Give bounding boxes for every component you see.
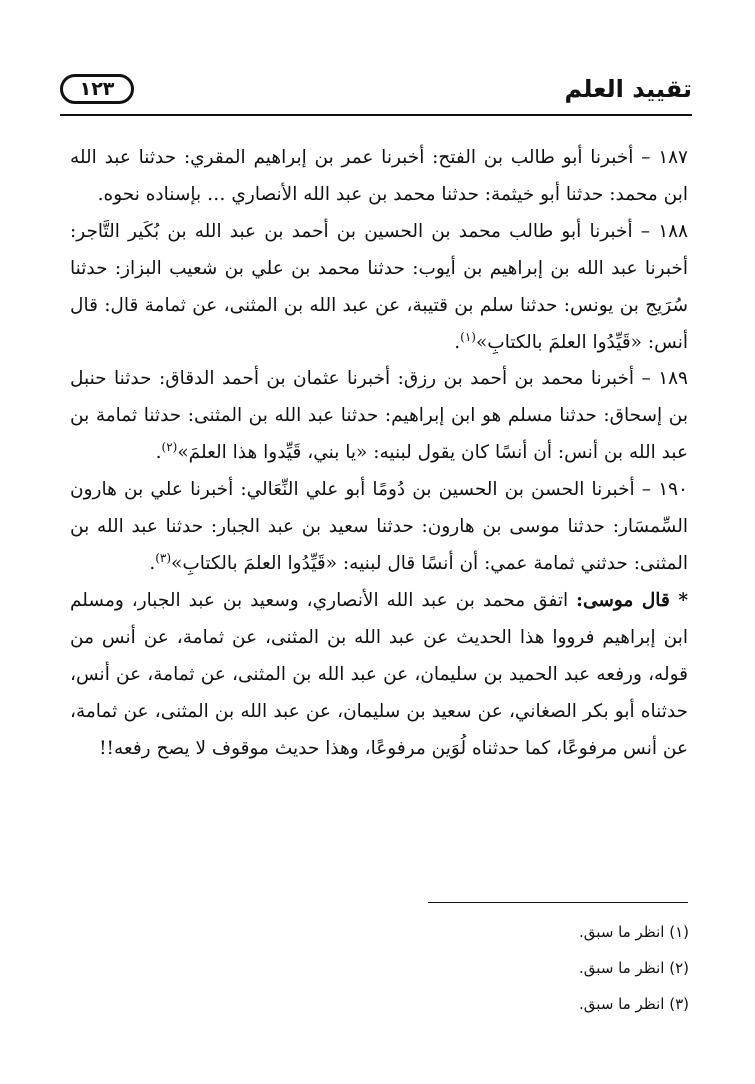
footnote-ref: (٢): [161, 440, 178, 455]
paragraph-tail: .: [454, 331, 461, 353]
paragraph-text: ١٨٧ – أخبرنا أبو طالب بن الفتح: أخبرنا عمر بن إبراهيم المقري: حدثنا عبد الله ابن محمد: حدثنا أبو خيثمة: حدثنا محمد بن عبد الله الأنصاري … بإسناده نحوه.: [70, 147, 688, 205]
paragraph-text: ١٨٩ – أخبرنا محمد بن أحمد بن رزق: أخبرنا عثمان بن أحمد الدقاق: حدثنا حنبل بن إسحاق: حدثنا مسلم هو ابن إبراهيم: حدثنا عبد الله بن المثنى: حدثنا ثمامة بن عبد الله بن أنس: أن أنسًا كان يقول لبنيه: «يا بني، قَيِّدوا هذا العلمَ»: [70, 368, 688, 464]
running-title: تقييد العلم: [564, 75, 692, 103]
paragraph-text: ١٩٠ – أخبرنا الحسن بن الحسين بن دُومًا أبو علي النِّعَالي: أخبرنا علي بن هارون السِّمسَار: حدثنا موسى بن هارون: حدثنا سعيد بن عبد الجبار: حدثنا عبد الله بن المثنى: حدثني ثمامة عمي: أن أنسًا قال لبنيه: «قَيِّدُوا العلمَ بالكتابِ»: [70, 479, 688, 574]
footnote-2: (٢) انظر ما سبق.: [579, 959, 689, 977]
header-rule: [60, 114, 692, 116]
paragraph-190: [70, 472, 688, 583]
note-lead: * قال موسى:: [576, 589, 688, 611]
paragraph-187: [70, 140, 688, 214]
footnotes: [389, 914, 689, 1022]
footnote-ref: (٣): [155, 550, 172, 565]
page-header: [60, 70, 692, 118]
footnote-1: (١) انظر ما سبق.: [579, 923, 689, 941]
paragraph-188: [70, 214, 688, 362]
paragraph-musa-note: [70, 583, 688, 768]
page-number: ١٢٣: [60, 74, 134, 104]
paragraph-text: اتفق محمد بن عبد الله الأنصاري، وسعيد بن عبد الجبار، ومسلم ابن إبراهيم فرووا هذا الحديث عن عبد الله بن المثنى، عن ثمامة، عن أنس من قوله، ورفعه عبد الحميد بن سليمان، عن عبد الله بن المثنى، عن ثمامة، عن أنس، حدثناه أبو بكر الصغاني، عن سعيد بن سليمان، عن عبد الله بن المثنى، عن ثمامة، عن أنس مرفوعًا، كما حدثناه لُوَين مرفوعًا، وهذا حديث موقوف لا يصح رفعه!!: [70, 589, 688, 759]
paragraph-189: [70, 361, 688, 472]
paragraph-tail: .: [155, 442, 162, 464]
footnote-3: (٣) انظر ما سبق.: [579, 995, 689, 1013]
paragraph-tail: .: [149, 552, 156, 574]
footnote-rule: [428, 902, 688, 903]
paragraph-text: ١٨٨ – أخبرنا أبو طالب محمد بن الحسين بن أحمد بن عبد الله بن بُكَير التَّاجر: أخبرنا عبد الله بن إبراهيم بن أيوب: حدثنا محمد بن علي بن شعيب البزاز: حدثنا سُرَيج بن يونس: حدثنا سلم بن قتيبة، عن عبد الله بن المثنى، عن ثمامة قال: قال أنس: «قَيِّدُوا العلمَ بالكتابِ»: [70, 220, 688, 353]
footnote-ref: (١): [460, 329, 476, 344]
body-text: [70, 140, 688, 767]
